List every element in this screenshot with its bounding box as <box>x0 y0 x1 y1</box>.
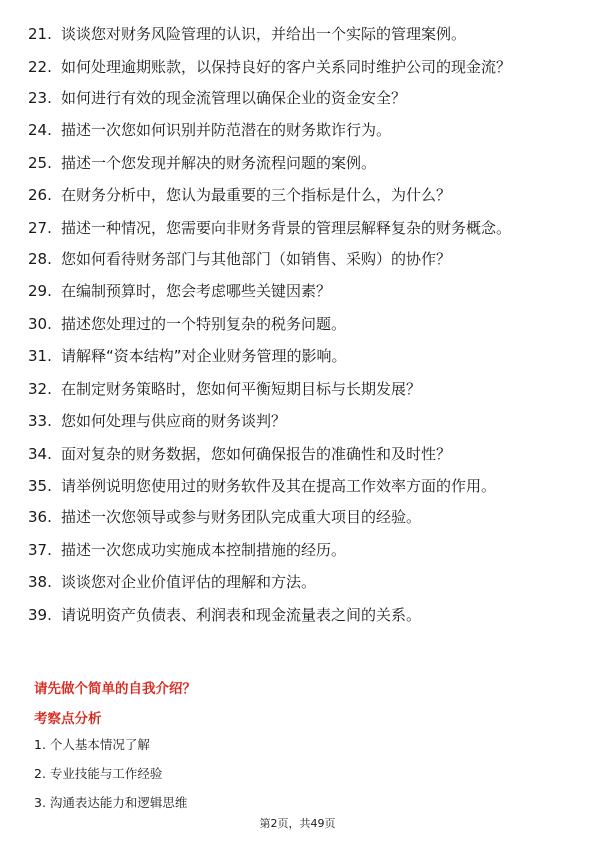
question-text: 在制定财务策略时，您如何平衡短期目标与长期发展？ <box>61 379 422 398</box>
question-text: 在财务分析中，您认为最重要的三个指标是什么，为什么？ <box>61 186 452 204</box>
question-item <box>28 120 558 141</box>
question-number: 32. <box>28 379 52 398</box>
question-text: 描述一次您成功实施成本控制措施的经历。 <box>61 540 347 559</box>
question-number: 21. <box>28 25 52 43</box>
question-number: 29. <box>28 282 52 300</box>
question-text: 如何进行有效的现金流管理以确保企业的资金安全？ <box>61 88 407 107</box>
question-text: 在编制预算时，您会考虑哪些关键因素？ <box>61 282 332 300</box>
question-number: 28. <box>28 249 52 268</box>
question-item <box>28 346 558 367</box>
question-text: 描述一个您发现并解决的财务流程问题的案例。 <box>61 153 377 172</box>
question-item <box>28 249 558 270</box>
question-item <box>28 572 558 593</box>
question-item <box>28 281 558 302</box>
question-item <box>28 185 558 206</box>
question-text: 您如何处理与供应商的财务谈判？ <box>61 412 287 430</box>
question-item <box>28 540 558 561</box>
question-text: 请举例说明您使用过的财务软件及其在提高工作效率方面的作用。 <box>61 477 497 495</box>
section-heading: 请先做个简单的自我介绍？ <box>34 681 196 697</box>
question-item <box>28 379 558 400</box>
question-number: 23. <box>28 88 52 107</box>
question-item <box>28 57 558 78</box>
analysis-point: 2. 专业技能与工作经验 <box>34 766 163 781</box>
question-number: 22. <box>28 57 52 76</box>
question-number: 34. <box>28 444 52 463</box>
question-text: 描述您处理过的一个特别复杂的税务问题。 <box>61 314 347 333</box>
question-item <box>28 153 558 174</box>
question-number: 39. <box>28 605 52 624</box>
question-number: 31. <box>28 347 52 365</box>
question-item <box>28 88 558 109</box>
analysis-point: 3. 沟通表达能力和逻辑思维 <box>34 795 188 810</box>
question-text: 面对复杂的财务数据，您如何确保报告的准确性和及时性？ <box>61 444 452 463</box>
question-text: 请解释“资本结构”对企业财务管理的影响。 <box>61 347 347 365</box>
question-number: 24. <box>28 121 52 139</box>
question-item <box>28 476 558 497</box>
question-number: 37. <box>28 540 52 559</box>
section-subheading: 考察点分析 <box>34 711 102 727</box>
question-text: 您如何看待财务部门与其他部门（如销售、采购）的协作？ <box>61 249 452 268</box>
question-text: 描述一次您如何识别并防范潜在的财务欺诈行为。 <box>61 121 392 139</box>
question-number: 35. <box>28 477 52 495</box>
question-text: 谈谈您对财务风险管理的认识，并给出一个实际的管理案例。 <box>61 25 467 43</box>
question-number: 38. <box>28 573 52 591</box>
analysis-points-list <box>34 736 187 823</box>
question-number: 30. <box>28 314 52 333</box>
question-text: 如何处理逾期账款，以保持良好的客户关系同时维护公司的现金流？ <box>61 57 512 76</box>
question-item <box>28 24 558 45</box>
page-number-footer: 第2页，共49页 <box>259 817 336 830</box>
question-item <box>28 218 558 239</box>
question-text: 描述一次您领导或参与财务团队完成重大项目的经验。 <box>61 508 422 526</box>
question-item <box>28 507 558 528</box>
question-item <box>28 605 558 626</box>
question-item <box>28 314 558 335</box>
question-number: 26. <box>28 186 52 204</box>
question-item <box>28 444 558 465</box>
question-text: 请说明资产负债表、利润表和现金流量表之间的关系。 <box>61 605 422 624</box>
analysis-point: 1. 个人基本情况了解 <box>34 737 150 752</box>
question-list <box>28 24 558 637</box>
question-item <box>28 411 558 432</box>
question-number: 36. <box>28 508 52 526</box>
question-number: 25. <box>28 153 52 172</box>
question-number: 27. <box>28 218 52 237</box>
question-text: 谈谈您对企业价值评估的理解和方法。 <box>61 573 317 591</box>
question-number: 33. <box>28 412 52 430</box>
question-text: 描述一种情况，您需要向非财务背景的管理层解释复杂的财务概念。 <box>61 218 512 237</box>
